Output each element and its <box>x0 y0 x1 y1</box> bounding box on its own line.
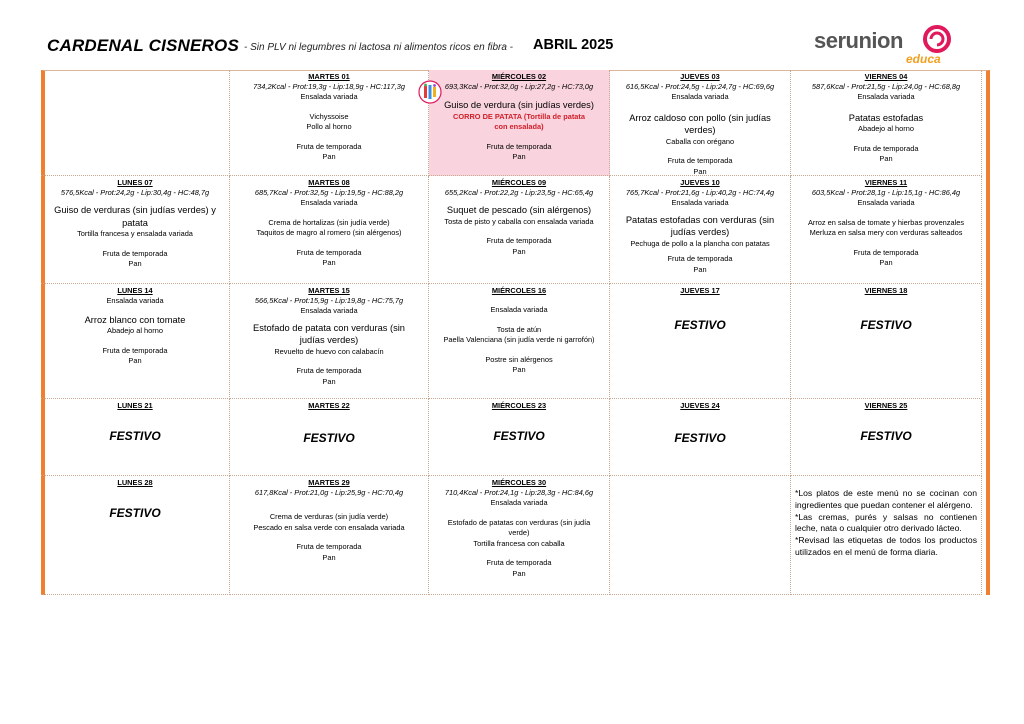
dish: Tortilla francesa y ensalada variada <box>77 229 193 238</box>
day-label: VIERNES 25 <box>864 401 908 410</box>
day-label: LUNES 14 <box>117 286 153 295</box>
dish: Ensalada variada <box>490 305 548 314</box>
dish: Paella Valenciana (sin judía verde ni garrofón) <box>443 335 595 344</box>
bread: Pan <box>512 152 526 161</box>
dish: Arroz caldoso con pollo (sin judías verdes) <box>629 112 771 135</box>
dish: Ensalada variada <box>671 198 729 207</box>
day-cell-martes-01 <box>230 70 429 176</box>
serunion-logo <box>814 22 954 66</box>
day-cell-jueves-03 <box>610 70 791 176</box>
nutrition-info: 693,3Kcal - Prot:32,0g - Lip:27,2g - HC:73,0g <box>444 82 594 91</box>
day-cell-viernes-18 <box>791 284 982 399</box>
holiday-label: FESTIVO <box>860 318 912 332</box>
dessert: Fruta de temporada <box>102 248 168 258</box>
bread: Pan <box>512 568 526 578</box>
day-label: VIERNES 18 <box>864 286 908 295</box>
holiday-label: FESTIVO <box>303 431 355 445</box>
logo-swirl-icon <box>922 24 952 54</box>
dish: Taquitos de magro al romero (sin alérgenos) <box>256 228 402 237</box>
dish: Estofado de patata con verduras (sin judías verdes) <box>253 322 405 345</box>
bread: Pan <box>128 259 142 268</box>
nutrition-info: 734,2Kcal - Prot:19,3g - Lip:18,9g - HC:117,3g <box>253 82 405 91</box>
dish: Abadejo al horno <box>107 326 163 335</box>
day-cell-viernes-25 <box>791 399 982 476</box>
dish: Guiso de verduras (sin judías verdes) y patata <box>54 205 216 228</box>
day-label: JUEVES 03 <box>680 72 720 81</box>
day-label: JUEVES 24 <box>680 401 720 410</box>
day-cell-miercoles-09 <box>429 176 610 284</box>
day-cell-jueves-24 <box>610 399 791 476</box>
bread: Pan <box>322 552 336 562</box>
holiday-label: FESTIVO <box>860 429 912 443</box>
dish: Arroz en salsa de tomate y hierbas provenzales <box>807 217 965 227</box>
logo-subtitle: educa <box>906 52 941 66</box>
logo-wordmark: serunion <box>814 28 903 53</box>
day-label: MIÉRCOLES 16 <box>491 286 547 295</box>
dish: Patatas estofadas con verduras (sin judías verdes) <box>625 214 775 237</box>
day-cell-martes-22 <box>230 399 429 476</box>
dessert: Fruta de temporada <box>296 247 362 257</box>
note-line: *Los platos de este menú no se cocinan con ingredientes que puedan contener el alérgeno. <box>795 488 977 510</box>
dish: Ensalada variada <box>106 296 164 305</box>
day-cell-viernes-04 <box>791 70 982 176</box>
nutrition-info: 765,7Kcal - Prot:21,6g - Lip:40,2g - HC:74,4g <box>625 188 775 197</box>
dessert: Fruta de temporada <box>486 236 552 245</box>
day-cell-lunes-21 <box>41 399 230 476</box>
dish: Merluza en salsa mery con verduras salteados <box>809 228 963 237</box>
day-cell-martes-29 <box>230 476 429 595</box>
diet-note: - Sin PLV ni legumbres ni lactosa ni alimentos ricos en fibra - <box>244 42 514 53</box>
day-label: LUNES 28 <box>117 478 153 487</box>
nutrition-info: 617,8Kcal - Prot:21,0g - Lip:25,9g - HC:70,4g <box>254 488 404 497</box>
bread: Pan <box>693 166 707 176</box>
dish: Vichyssoise <box>309 111 349 121</box>
dessert: Postre sin alérgenos <box>485 354 553 364</box>
day-label: MARTES 29 <box>308 478 350 487</box>
dish: Tortilla francesa con caballa <box>473 538 565 548</box>
dish: Ensalada variada <box>857 198 915 207</box>
dessert: Fruta de temporada <box>296 366 362 375</box>
dish: Ensalada variada <box>857 92 915 101</box>
day-cell-lunes-28 <box>41 476 230 595</box>
dish: Ensalada variada <box>300 306 358 315</box>
nutrition-info: 576,5Kcal - Prot:24,2g - Lip:30,4g - HC:48,7g <box>60 188 210 197</box>
dish: Tosta de pisto y caballa con ensalada variada <box>444 216 594 226</box>
day-cell-lunes-14 <box>41 284 230 399</box>
dessert: Fruta de temporada <box>853 143 919 153</box>
nutrition-info: 603,5Kcal - Prot:28,1g - Lip:15,1g - HC:86,4g <box>811 188 961 197</box>
nutrition-info: 587,6Kcal - Prot:21,5g - Lip:24,0g - HC:68,8g <box>811 82 961 91</box>
day-label: JUEVES 10 <box>680 178 720 187</box>
dish: Arroz blanco con tomate <box>84 314 186 325</box>
day-cell-miercoles-30 <box>429 476 610 595</box>
bread: Pan <box>693 264 707 274</box>
day-cell-miercoles-02 <box>429 70 610 176</box>
holiday-label: FESTIVO <box>674 318 726 332</box>
day-label: MIÉRCOLES 23 <box>491 401 547 410</box>
dish: Tosta de atún <box>496 324 542 334</box>
dish: Patatas estofadas <box>848 112 924 123</box>
dish: Pechuga de pollo a la plancha con patatas <box>630 238 770 248</box>
day-cell-martes-15 <box>230 284 429 399</box>
cell-empty <box>41 70 230 176</box>
day-cell-martes-08 <box>230 176 429 284</box>
dessert: Fruta de temporada <box>296 542 362 551</box>
dish: Abadejo al horno <box>858 124 914 133</box>
dessert: Fruta de temporada <box>667 254 733 263</box>
day-label: MIÉRCOLES 30 <box>491 478 547 487</box>
cell-empty <box>610 476 791 595</box>
day-label: VIERNES 11 <box>864 178 908 187</box>
special-day-badge-icon <box>418 80 442 104</box>
dish: Guiso de verdura (sin judías verdes) <box>444 100 594 110</box>
menu-calendar <box>41 70 982 595</box>
dish: Caballa con orégano <box>665 136 735 146</box>
special-dish: CORRO DE PATATA (Tortilla de patata con ensalada) <box>453 111 585 131</box>
day-label: VIERNES 04 <box>864 72 908 81</box>
bread: Pan <box>879 258 893 267</box>
day-label: LUNES 21 <box>117 401 153 410</box>
day-cell-miercoles-16 <box>429 284 610 399</box>
school-name: CARDENAL CISNEROS <box>47 36 239 55</box>
day-label: MIÉRCOLES 09 <box>491 178 547 187</box>
holiday-label: FESTIVO <box>109 506 161 520</box>
day-label: MARTES 08 <box>308 178 350 187</box>
day-label: JUEVES 17 <box>680 286 720 295</box>
day-label: MARTES 01 <box>308 72 350 81</box>
dessert: Fruta de temporada <box>486 558 552 567</box>
nutrition-info: 616,5Kcal - Prot:24,5g - Lip:24,7g - HC:69,6g <box>625 82 775 91</box>
day-label: MARTES 15 <box>308 286 350 295</box>
day-cell-lunes-07 <box>41 176 230 284</box>
dish: Ensalada variada <box>671 92 729 101</box>
bread: Pan <box>512 365 526 374</box>
day-cell-miercoles-23 <box>429 399 610 476</box>
dessert: Fruta de temporada <box>486 141 552 151</box>
note-line: *Las cremas, purés y salsas no contienen leche, nata o cualquier otro derivado lácteo. <box>795 511 977 534</box>
dish: Ensalada variada <box>490 498 548 507</box>
allergen-notes <box>791 476 982 595</box>
holiday-label: FESTIVO <box>493 429 545 443</box>
bread: Pan <box>322 152 336 161</box>
day-label: LUNES 07 <box>117 178 153 187</box>
dish: Pescado en salsa verde con ensalada variada <box>253 522 405 532</box>
dish: Suquet de pescado (sin alérgenos) <box>446 205 592 215</box>
menu-month: ABRIL 2025 <box>533 37 614 53</box>
day-cell-jueves-10 <box>610 176 791 284</box>
nutrition-info: 566,5Kcal - Prot:15,9g - Lip:19,8g - HC:75,7g <box>254 296 404 305</box>
day-label: MIÉRCOLES 02 <box>491 72 547 81</box>
nutrition-info: 685,7Kcal - Prot:32,5g - Lip:19,5g - HC:88,2g <box>254 188 404 197</box>
dish: Ensalada variada <box>300 198 358 207</box>
bread: Pan <box>322 376 336 386</box>
bread: Pan <box>512 246 526 256</box>
dish: Ensalada variada <box>300 92 358 101</box>
bread: Pan <box>879 154 893 163</box>
dish: Crema de hortalizas (sin judía verde) <box>268 217 390 227</box>
dish: Crema de verduras (sin judía verde) <box>269 512 389 521</box>
holiday-label: FESTIVO <box>674 431 726 445</box>
dessert: Fruta de temporada <box>853 247 919 257</box>
dish: Revuelto de huevo con calabacín <box>274 346 384 356</box>
nutrition-info: 710,4Kcal - Prot:24,1g - Lip:28,3g - HC:84,6g <box>444 488 594 497</box>
dessert: Fruta de temporada <box>296 141 362 151</box>
dessert: Fruta de temporada <box>102 345 168 355</box>
day-label: MARTES 22 <box>308 401 350 410</box>
dish: Pollo al horno <box>306 122 352 131</box>
note-line: *Revisad las etiquetas de todos los productos utilizados en el menú de forma diaria. <box>795 535 977 557</box>
dish: Estofado de patatas con verduras (sin judía verde) <box>447 517 591 537</box>
bread: Pan <box>322 258 336 267</box>
day-cell-jueves-17 <box>610 284 791 399</box>
bread: Pan <box>128 356 142 365</box>
day-cell-viernes-11 <box>791 176 982 284</box>
holiday-label: FESTIVO <box>109 429 161 443</box>
nutrition-info: 655,2Kcal - Prot:22,2g - Lip:23,5g - HC:65,4g <box>444 188 594 197</box>
dessert: Fruta de temporada <box>667 156 733 165</box>
